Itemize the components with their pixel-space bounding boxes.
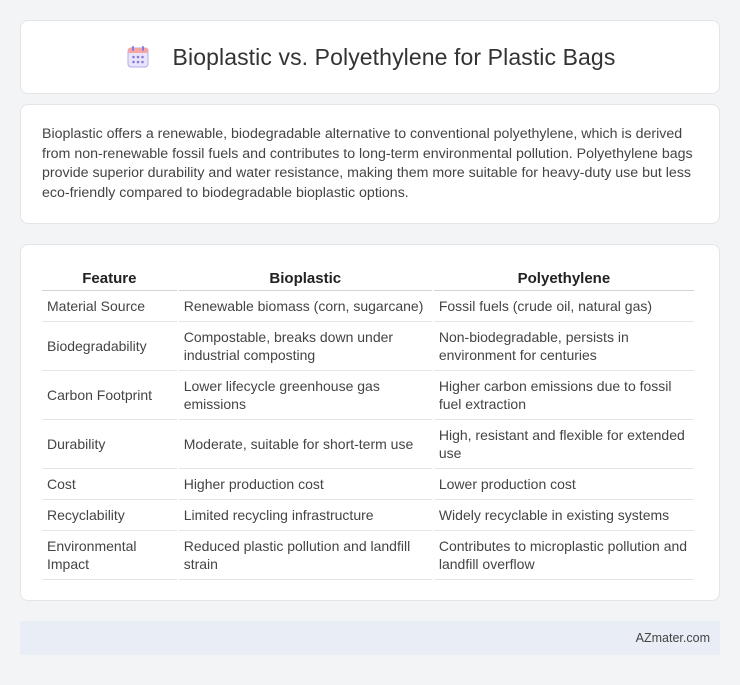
title-wrap <box>125 44 616 71</box>
bioplastic-cell: Renewable biomass (corn, sugarcane) <box>179 291 432 322</box>
feature-cell: Durability <box>42 420 177 469</box>
feature-cell: Biodegradability <box>42 322 177 371</box>
polyethylene-cell: Fossil fuels (crude oil, natural gas) <box>434 291 694 322</box>
feature-cell: Cost <box>42 469 177 500</box>
bioplastic-cell: Compostable, breaks down under industrial composting <box>179 322 432 371</box>
table-row <box>42 469 694 500</box>
summary-text: Bioplastic offers a renewable, biodegradable alternative to conventional polyethylene, which is derived from non-renewable fossil fuels and contributes to long-term environmental pollution. Polyethylene bags provide superior durability and water resistance, making them more suitable for heavy-duty use but less eco-friendly compared to biodegradable bioplastic options. <box>42 126 693 201</box>
table-header-row <box>42 265 694 291</box>
comparison-table-card <box>20 244 720 601</box>
table-row <box>42 371 694 420</box>
header-card <box>20 20 720 94</box>
polyethylene-cell: High, resistant and flexible for extended use <box>434 420 694 469</box>
footer-brand: AZmater.com <box>635 631 710 645</box>
polyethylene-cell: Contributes to microplastic pollution and landfill overflow <box>434 531 694 580</box>
table-row <box>42 291 694 322</box>
header-feature: Feature <box>42 265 177 291</box>
bioplastic-cell: Limited recycling infrastructure <box>179 500 432 531</box>
polyethylene-cell: Lower production cost <box>434 469 694 500</box>
feature-cell: Recyclability <box>42 500 177 531</box>
page-title: Bioplastic vs. Polyethylene for Plastic Bags <box>172 43 616 70</box>
polyethylene-cell: Widely recyclable in existing systems <box>434 500 694 531</box>
summary-card <box>20 104 720 224</box>
header-bioplastic: Bioplastic <box>179 265 432 291</box>
comparison-table <box>40 265 696 580</box>
calendar-icon <box>125 44 151 70</box>
feature-cell: Carbon Footprint <box>42 371 177 420</box>
table-row <box>42 500 694 531</box>
bioplastic-cell: Moderate, suitable for short-term use <box>179 420 432 469</box>
feature-cell: Material Source <box>42 291 177 322</box>
bioplastic-cell: Reduced plastic pollution and landfill strain <box>179 531 432 580</box>
bioplastic-cell: Higher production cost <box>179 469 432 500</box>
table-row <box>42 531 694 580</box>
polyethylene-cell: Higher carbon emissions due to fossil fuel extraction <box>434 371 694 420</box>
bioplastic-cell: Lower lifecycle greenhouse gas emissions <box>179 371 432 420</box>
table-row <box>42 420 694 469</box>
feature-cell: Environmental Impact <box>42 531 177 580</box>
header-polyethylene: Polyethylene <box>434 265 694 291</box>
table-row <box>42 322 694 371</box>
polyethylene-cell: Non-biodegradable, persists in environment for centuries <box>434 322 694 371</box>
footer-bar <box>20 621 720 655</box>
